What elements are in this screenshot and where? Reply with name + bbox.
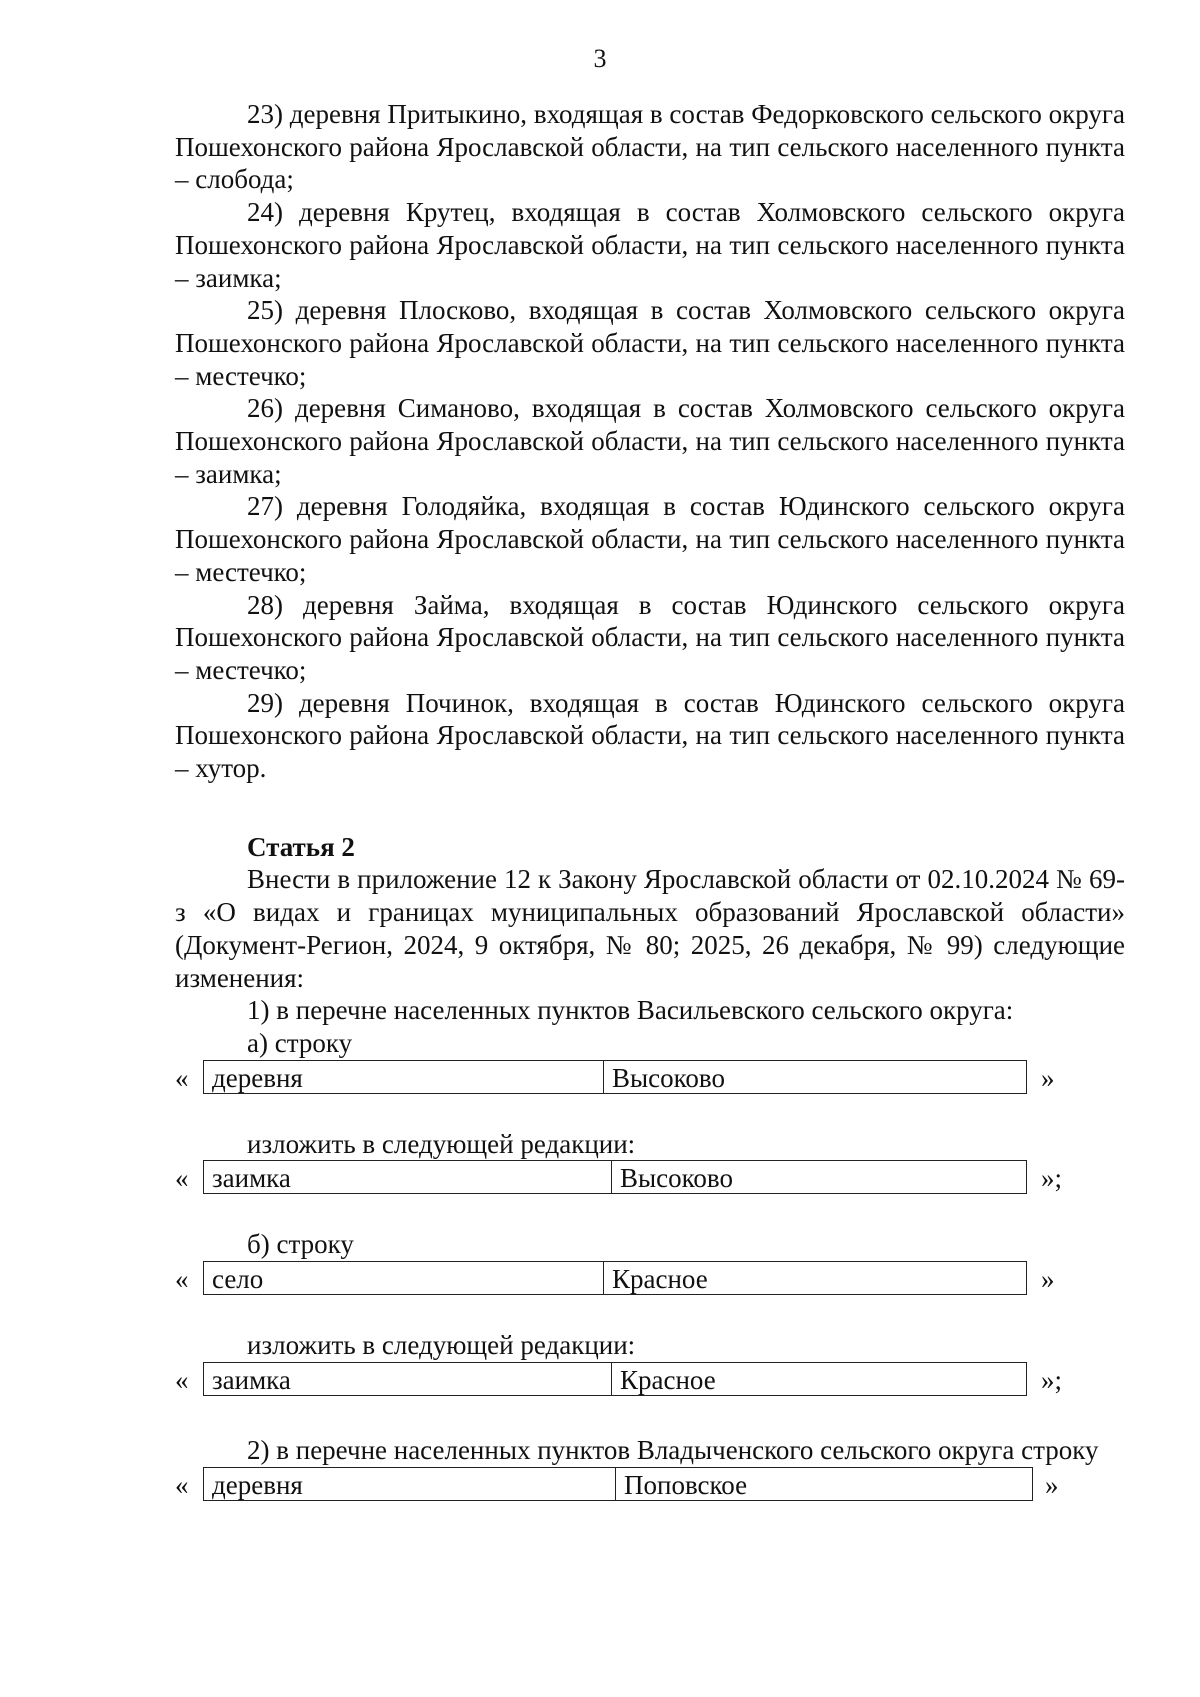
quote-close: » [1041,1264,1055,1295]
list-item: 28) деревня Займа, входящая в состав Юдинского сельского округа Пошехонского района Ярославской области, на тип сельского населенного пункта – местечко; [175,589,1125,685]
list-item: 23) деревня Притыкино, входящая в состав Федорковского сельского округа Пошехонского района Ярославской области, на тип сельского населенного пункта – слобода; [175,99,1125,195]
settlement-name-cell: Красное [612,1264,708,1295]
settlement-name-cell: Высоково [620,1163,733,1194]
list-item: 26) деревня Симаново, входящая в состав Холмовского сельского округа Пошехонского района Ярославской области, на тип сельского населенного пункта – заимка; [175,393,1125,489]
article-heading: Статья 2 [247,831,355,862]
sub-point-b: б) строку [247,1229,354,1260]
settlement-table [203,1261,1027,1295]
replace-label: изложить в следующей редакции: [247,1330,636,1361]
settlement-table [203,1060,1027,1094]
quote-open: « [175,1364,189,1395]
settlement-name-cell: Поповское [624,1469,748,1500]
quote-open: « [175,1163,189,1194]
point-2: 2) в перечне населенных пунктов Владыченского сельского округа строку [247,1434,1099,1465]
point-1: 1) в перечне населенных пунктов Васильевского сельского округа: [247,995,1014,1026]
settlement-type-cell: село [204,1262,604,1294]
table-row [175,1362,1125,1400]
settlement-name-cell: Красное [620,1364,716,1395]
settlement-type-cell: деревня [204,1061,604,1093]
quote-open: « [175,1469,189,1500]
settlement-table [203,1160,1027,1194]
settlement-table [203,1362,1027,1396]
quote-close: »; [1041,1163,1063,1194]
list-item: 24) деревня Крутец, входящая в состав Холмовского сельского округа Пошехонского района Ярославской области, на тип сельского населенного пункта – заимка; [175,197,1125,293]
article-intro: Внести в приложение 12 к Закону Ярославской области от 02.10.2024 № 69-з «О видах и границах муниципальных образований Ярославской области» (Документ-Регион, 2024, 9 октября, № 80; 2025, 26 декабря, № 99) следующие изменения: [175,864,1125,993]
settlement-table [203,1467,1033,1501]
table-row [175,1261,1125,1299]
replace-label: изложить в следующей редакции: [247,1128,636,1159]
quote-close: » [1041,1062,1055,1093]
list-item: 29) деревня Починок, входящая в состав Юдинского сельского округа Пошехонского района Ярославской области, на тип сельского населенного пункта – хутор. [175,687,1125,784]
quote-open: « [175,1062,189,1093]
quote-close: »; [1041,1364,1063,1395]
settlement-name-cell: Высоково [612,1062,725,1093]
list-item: 27) деревня Голодяйка, входящая в состав Юдинского сельского округа Пошехонского района Ярославской области, на тип сельского населенного пункта – местечко; [175,491,1125,587]
document-body [175,98,1125,1505]
table-row [175,1160,1125,1198]
table-row [175,1060,1125,1098]
quote-open: « [175,1264,189,1295]
settlement-type-cell: деревня [204,1468,616,1500]
settlement-type-cell: заимка [204,1161,612,1193]
sub-point-a: а) строку [247,1027,353,1058]
list-item: 25) деревня Плосково, входящая в состав Холмовского сельского округа Пошехонского района Ярославской области, на тип сельского населенного пункта – местечко; [175,295,1125,391]
page-number: 3 [593,44,607,73]
table-row [175,1467,1125,1505]
quote-close: » [1045,1469,1059,1500]
settlement-type-cell: заимка [204,1363,612,1395]
